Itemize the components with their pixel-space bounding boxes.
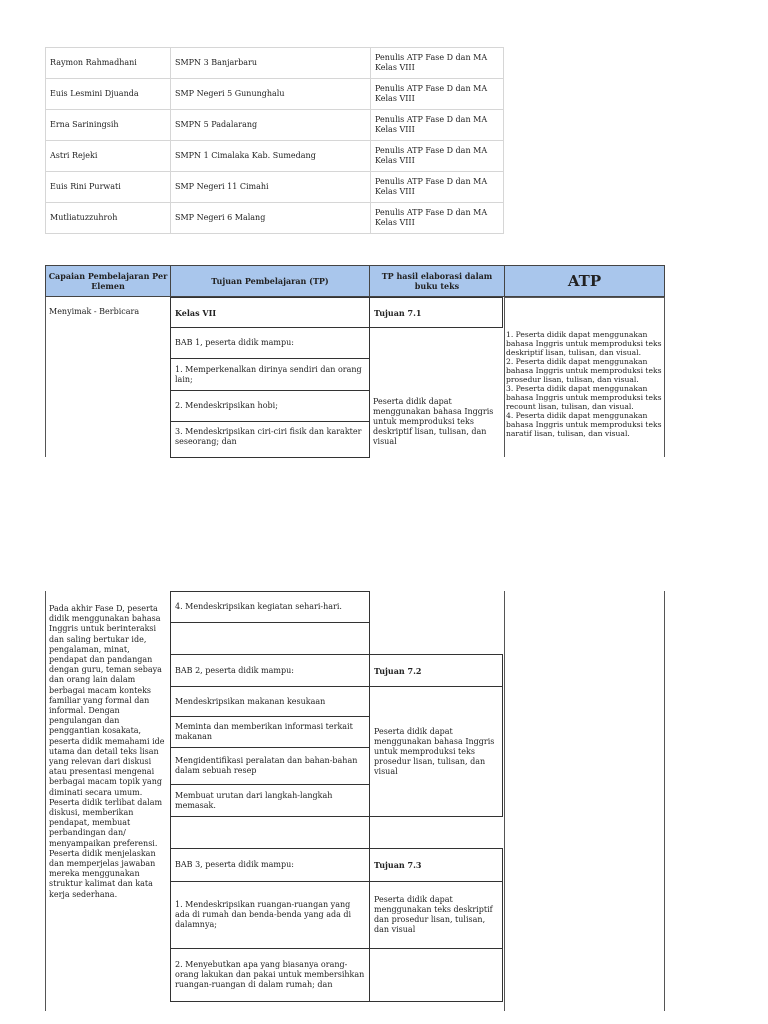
- table-row: [46, 110, 504, 141]
- table-row: [46, 79, 504, 110]
- bab3-heading: [170, 848, 370, 882]
- author-school: SMP Negeri 5 Gununghalu: [171, 79, 371, 110]
- bab2-heading: [170, 654, 370, 687]
- kelas-label: [170, 297, 370, 328]
- author-name: Euis Lesmini Djuanda: [46, 79, 171, 110]
- tujuan-text: Peserta didik dapat menggunakan bahasa Inggris untuk memproduksi teks prosedur lisan, tulisan, dan visual: [374, 726, 495, 776]
- atp-item: 1. Peserta didik dapat menggunakan bahasa Inggris untuk memproduksi teks deskriptif lisan, tulisan, dan visual.: [506, 330, 662, 357]
- tujuan-7-1-label: [369, 297, 503, 328]
- author-role: Penulis ATP Fase D dan MA Kelas VIII: [371, 203, 504, 234]
- author-name: Astri Rejeki: [46, 141, 171, 172]
- tujuan-7-3-label: [369, 848, 503, 882]
- header-atp: [504, 265, 665, 297]
- author-role: Penulis ATP Fase D dan MA Kelas VIII: [371, 110, 504, 141]
- table-border: [504, 591, 505, 1011]
- tp-text: Meminta dan memberikan informasi terkait makanan: [175, 722, 353, 741]
- tp-text: Mengidentifikasi peralatan dan bahan-bahan dalam sebuah resep: [175, 756, 358, 775]
- table-border: [369, 816, 370, 849]
- author-name: Erna Sariningsih: [46, 110, 171, 141]
- author-school: SMPN 1 Cimalaka Kab. Sumedang: [171, 141, 371, 172]
- tp-text: 1. Memperkenalkan dirinya sendiri dan orang lain;: [175, 364, 362, 384]
- tp-text: Mendeskripsikan makanan kesukaan: [175, 696, 326, 706]
- table-row: [46, 141, 504, 172]
- empty-cell: [170, 816, 370, 849]
- authors-table: [45, 47, 504, 234]
- tujuan-text: Peserta didik dapat menggunakan teks deskriptif dan prosedur lisan, tulisan, dan visual: [374, 895, 493, 934]
- header-label: TP hasil elaborasi dalam buku teks: [381, 271, 493, 291]
- tujuan-7-2-description: [369, 686, 503, 817]
- tp-item: [170, 716, 370, 748]
- tp-text: 1. Mendeskripsikan ruangan-ruangan yang ada di rumah dan benda-benda yang ada di dalamnya;: [175, 900, 352, 929]
- header-label: Tujuan Pembelajaran (TP): [211, 276, 329, 286]
- tp-item: [170, 784, 370, 817]
- tp-text: 2. Menyebutkan apa yang biasanya orang-orang lakukan dan pakai untuk membersihkan ruangan-ruangan di dalam rumah; dan: [175, 960, 365, 989]
- tp-item: [170, 591, 370, 623]
- tp-item: [170, 881, 370, 949]
- author-school: SMP Negeri 11 Cimahi: [171, 172, 371, 203]
- tp-text: 3. Mendeskripsikan ciri-ciri fisik dan karakter seseorang; dan: [175, 427, 362, 446]
- header-tp-hasil: [369, 265, 505, 297]
- author-role: Penulis ATP Fase D dan MA Kelas VIII: [371, 48, 504, 79]
- capaian-pembelajaran-text: Pada akhir Fase D, peserta didik menggunakan bahasa Inggris untuk berinteraksi dan saling bertukar ide, pengalaman, minat, pendapat dan pandangan dengan guru, teman sebaya dan orang lain dalam berbagai macam konteks familiar yang formal dan informal. Dengan pengulangan dan penggantian kosakata, peserta didik memahami ide utama dan detail teks lisan yang relevan dari diskusi atau presentasi mengenai berbagai macam topik yang diminati secara umum. Peserta didik terlibat dalam diskusi, memberikan pendapat, membuat perbandingan dan/ menyampaikan preferensi. Peserta didik menjelaskan dan memperjelas jawaban mereka menggunakan struktur kalimat dan kata kerja sederhana.: [49, 604, 165, 899]
- tp-text: Membuat urutan dari langkah-langkah memasak.: [175, 790, 333, 810]
- header-label: ATP: [567, 272, 602, 290]
- empty-cell: [369, 948, 503, 1002]
- author-school: SMPN 5 Padalarang: [171, 110, 371, 141]
- tp-item: [170, 948, 370, 1002]
- table-border: [369, 591, 370, 654]
- tp-text: 4. Mendeskripsikan kegiatan sehari-hari.: [175, 602, 342, 611]
- bab-text: BAB 3, peserta didik mampu:: [175, 860, 294, 869]
- author-name: Raymon Rahmadhani: [46, 48, 171, 79]
- kelas-text: Kelas VII: [175, 307, 217, 318]
- header-label: Capaian Pembelajaran Per Elemen: [48, 271, 168, 291]
- table-border: [664, 297, 665, 457]
- tp-item: [170, 421, 370, 458]
- tujuan-7-1-description: Peserta didik dapat menggunakan bahasa Inggris untuk memproduksi teks deskriptif lisan, tulisan, dan visual: [373, 397, 494, 446]
- author-name: Euis Rini Purwati: [46, 172, 171, 203]
- header-tujuan-pembelajaran: [170, 265, 370, 297]
- table-row: [46, 48, 504, 79]
- bab1-heading: [170, 327, 370, 359]
- author-role: Penulis ATP Fase D dan MA Kelas VIII: [371, 141, 504, 172]
- table-row: [46, 172, 504, 203]
- atp-item: 2. Peserta didik dapat menggunakan bahasa Inggris untuk memproduksi teks prosedur lisan, tulisan, dan visual.: [506, 357, 662, 384]
- table-border: [45, 297, 46, 457]
- atp-item: 3. Peserta didik dapat menggunakan bahasa Inggris untuk memproduksi teks recount lisan, tulisan, dan visual.: [506, 384, 662, 411]
- tp-item: [170, 747, 370, 785]
- tujuan-text: Tujuan 7.2: [374, 665, 422, 676]
- tp-text: 2. Mendeskripsikan hobi;: [175, 401, 278, 410]
- table-row: [46, 203, 504, 234]
- table-border: [504, 297, 505, 457]
- author-role: Penulis ATP Fase D dan MA Kelas VIII: [371, 172, 504, 203]
- tp-item: [170, 390, 370, 422]
- bab-text: BAB 2, peserta didik mampu:: [175, 665, 294, 675]
- author-role: Penulis ATP Fase D dan MA Kelas VIII: [371, 79, 504, 110]
- author-school: SMPN 3 Banjarbaru: [171, 48, 371, 79]
- header-capaian-pembelajaran: [45, 265, 171, 297]
- atp-item: 4. Peserta didik dapat menggunakan bahasa Inggris untuk memproduksi teks naratif lisan, tulisan, dan visual.: [506, 411, 662, 438]
- tp-item: [170, 686, 370, 717]
- author-school: SMP Negeri 6 Malang: [171, 203, 371, 234]
- atp-list: [506, 330, 662, 438]
- tujuan-text: Tujuan 7.3: [374, 860, 422, 870]
- tujuan-7-3-description: [369, 881, 503, 949]
- tujuan-text: Tujuan 7.1: [374, 307, 422, 318]
- tp-item: [170, 358, 370, 391]
- table-border: [664, 591, 665, 1011]
- empty-cell: [170, 622, 370, 655]
- element-label: Menyimak - Berbicara: [49, 307, 140, 316]
- table-border: [504, 297, 665, 298]
- tujuan-7-2-label: [369, 654, 503, 687]
- bab-text: BAB 1, peserta didik mampu:: [175, 338, 294, 347]
- author-name: Mutliatuzzuhroh: [46, 203, 171, 234]
